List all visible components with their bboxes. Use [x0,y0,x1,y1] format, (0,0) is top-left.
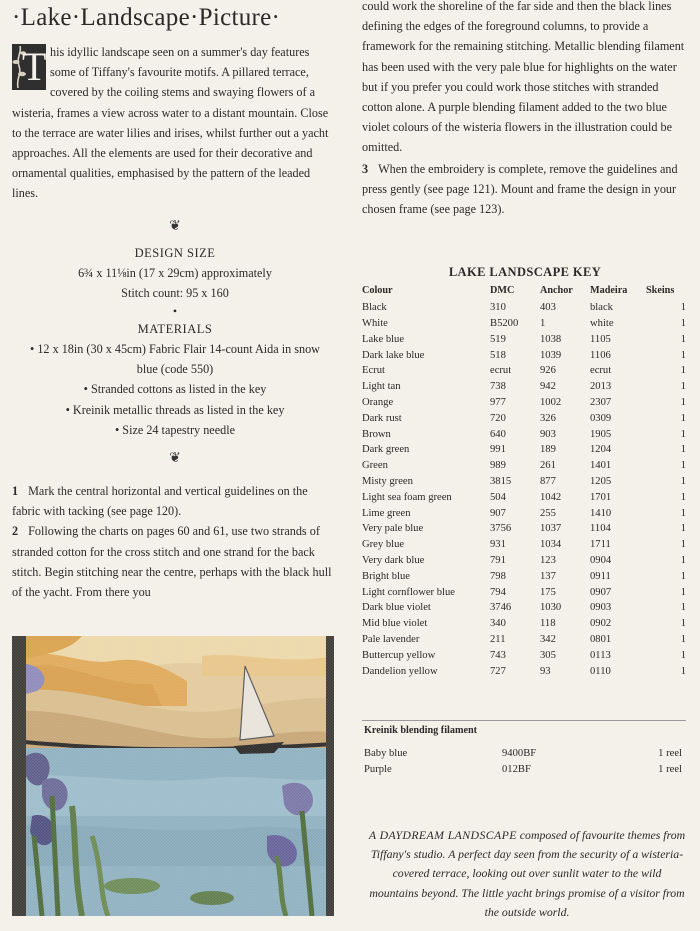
key-colour: Grey blue [362,539,405,551]
key-colour: Green [362,460,388,472]
material-item: • Stranded cottons as listed in the key [83,382,267,397]
key-colour: Light sea foam green [362,491,452,503]
key-madeira: 0903 [590,602,612,614]
caption-text: composed of favourite themes from Tiffany's studio. A perfect day seen from the security of a wisteria-covered terrace, looking out over sunlit water to the wild mountains beyond. The little yacht brings promise of a visitor from the outside world. [369,828,686,919]
key-colour: Misty green [362,476,413,487]
key-anchor: 123 [540,554,556,566]
key-madeira: 0907 [590,586,612,598]
table-row [362,411,686,427]
key-colour: Black [362,302,387,314]
table-row [362,664,686,680]
step-2-continued: could work the shoreline of the far side and then the black lines defining the edges of the foreground columns, to provide a framework for the remaining stitching. Metallic blending filament has been used with the very pale blue for highlights on the water but if you prefer you could work those stitches with stranded cotton alone. A purple blending filament added to the two blue violet colours of the wisteria flowers in the illustration could be omitted. [362,0,685,155]
key-skeins: 1 [680,412,686,424]
key-skeins: 1 [680,365,686,377]
key-madeira: black [590,302,613,314]
table-row [362,490,686,506]
key-madeira: 0911 [590,570,611,582]
embroidery-photo [12,636,334,916]
key-colour: Very dark blue [362,554,425,566]
key-colour: Dark blue violet [362,602,431,614]
step-number: 2 [12,524,19,539]
design-size-heading: DESIGN SIZE [134,245,216,260]
key-anchor: 877 [540,476,556,487]
key-title: LAKE LANDSCAPE KEY [448,265,602,280]
key-madeira: 0902 [590,618,612,630]
key-dmc: 518 [490,349,506,361]
key-anchor: 926 [540,365,556,377]
table-row [362,648,686,664]
key-colour: White [362,318,388,330]
key-dmc: B5200 [490,318,519,330]
intro-text: his idyllic landscape seen on a summer's day features some of Tiffany's favourite motifs. A pillared terrace, covered by the coiling stems and swaying flowers of a wisteria, frames a view across water to a distant mountain. Close to the terrace are water lilies and irises, whilst further out a yacht approaches. All the elements are used for their decorative and ornamental qualities, emphasised by the pattern of the leaded lines. [12,45,329,201]
table-header-row [362,280,686,300]
table-row [362,300,686,316]
key-anchor: 255 [540,507,556,519]
colour-key-table [362,280,686,679]
key-anchor: 1038 [540,333,562,345]
key-dmc: 991 [490,444,506,456]
table-row [362,600,686,616]
key-colour: Very pale blue [362,523,424,535]
key-body [362,300,686,679]
key-dmc: 791 [490,554,506,566]
key-skeins: 1 [680,602,686,614]
key-dmc: 727 [490,665,506,677]
step-number: 3 [362,161,369,176]
table-row [362,442,686,458]
key-madeira: 0309 [590,412,612,424]
key-colour: Mid blue violet [362,618,428,630]
key-anchor: 261 [540,460,556,472]
key-colour: Light tan [362,381,401,393]
key-madeira: 0904 [590,554,612,566]
key-anchor: 118 [540,618,556,630]
key-anchor: 342 [540,633,556,645]
col-madeira: Madeira [590,284,628,296]
key-madeira: 1905 [590,428,612,440]
kreinik-qty: 1 reel [658,764,682,775]
key-madeira: 1104 [590,523,611,535]
step-number: 1 [12,484,19,499]
key-skeins: 1 [680,523,686,535]
key-skeins: 1 [680,665,686,677]
col-dmc: DMC [490,284,515,296]
key-colour: Orange [362,397,394,409]
step-text: Mark the central horizontal and vertical guidelines on the fabric with tacking (see page 120). [12,484,308,519]
key-dmc: 907 [490,507,506,519]
intro-paragraph [12,42,338,204]
key-dmc: 738 [490,381,506,393]
kreinik-colour: Baby blue [364,748,408,759]
key-dmc: 794 [490,586,506,598]
table-row [362,746,686,762]
key-dmc: 3815 [490,476,512,487]
kreinik-heading: Kreinik blending filament [364,725,478,736]
kreinik-qty: 1 reel [658,748,682,759]
table-row [362,395,686,411]
table-row [362,585,686,601]
col-colour: Colour [362,284,393,296]
design-size-value: 6¾ x 11⅛in (17 x 29cm) approximately [78,265,272,280]
key-skeins: 1 [680,381,686,393]
key-madeira: ecrut [590,365,612,377]
key-anchor: 1042 [540,491,562,503]
table-row [362,762,686,778]
key-madeira: 2307 [590,397,612,409]
key-colour: Bright blue [362,570,410,582]
key-anchor: 189 [540,444,556,456]
key-madeira: 1204 [590,444,612,456]
key-skeins: 1 [680,618,686,630]
lake-landscape-image [12,636,334,916]
key-madeira: 1711 [590,539,611,551]
dropcap-letter: T [22,44,47,89]
photo-caption [368,826,686,922]
table-row [362,316,686,332]
key-madeira: 2013 [590,381,612,393]
key-skeins: 1 [680,633,686,645]
key-skeins: 1 [680,428,686,440]
key-dmc: 989 [490,460,506,472]
key-anchor: 1002 [540,397,562,409]
key-colour: Pale lavender [362,633,420,645]
table-row [362,458,686,474]
material-item: • 12 x 18in (30 x 45cm) Fabric Flair 14-count Aida in snow blue (code 550) [30,342,320,377]
key-anchor: 1039 [540,349,562,361]
key-dmc: 3746 [490,602,512,614]
key-madeira: 0113 [590,649,611,661]
key-colour: Dark lake blue [362,349,425,361]
key-colour: Lime green [362,507,411,519]
key-colour: Lake blue [362,333,405,345]
key-madeira: 1701 [590,491,612,503]
kreinik-code: 012BF [502,764,531,775]
key-anchor: 175 [540,586,556,598]
key-skeins: 1 [680,333,686,345]
key-dmc: 720 [490,412,506,424]
table-row [362,506,686,522]
key-dmc: ecrut [490,365,512,377]
table-row [362,569,686,585]
key-dmc: 340 [490,618,506,630]
key-anchor: 1030 [540,602,562,614]
table-row [362,521,686,537]
key-colour: Dandelion yellow [362,665,438,677]
key-anchor: 942 [540,381,556,393]
key-dmc: 211 [490,633,506,645]
stitch-count: Stitch count: 95 x 160 [121,285,229,300]
key-colour: Dark rust [362,412,402,424]
key-dmc: 310 [490,302,506,314]
fleuron-icon: ❦ [169,218,181,234]
step-3 [362,159,688,220]
key-skeins: 1 [680,507,686,519]
key-dmc: 504 [490,491,506,503]
table-row [362,616,686,632]
right-column [362,0,688,679]
key-anchor: 305 [540,649,556,661]
col-anchor: Anchor [540,284,573,296]
left-column [12,0,338,602]
step-text: Following the charts on pages 60 and 61, use two strands of stranded cotton for the cross stitch and one strand for the back stitch. Begin stitching near the centre, perhaps with the black hull of the yacht. From there you [12,524,332,600]
step-2 [12,521,338,602]
materials-heading: MATERIALS [137,322,213,337]
step-text: When the embroidery is complete, remove the guidelines and press gently (see page 121). Mount and frame the design in your chosen frame (see page 123). [362,161,678,217]
key-madeira: white [590,318,614,330]
key-anchor: 93 [540,665,551,677]
table-row [362,332,686,348]
key-skeins: 1 [680,318,686,330]
key-dmc: 519 [490,333,506,345]
dropcap [12,44,46,90]
key-skeins: 1 [680,349,686,361]
kreinik-section [362,720,686,778]
material-item: • Kreinik metallic threads as listed in the key [65,402,285,417]
key-skeins: 1 [680,476,686,487]
kreinik-colour: Purple [364,764,392,775]
caption-lead: A DAYDREAM LANDSCAPE [368,828,517,842]
table-row [362,379,686,395]
key-skeins: 1 [680,554,686,566]
key-anchor: 403 [540,302,556,314]
key-anchor: 1 [540,318,546,330]
material-item: • Size 24 tapestry needle [114,422,235,437]
key-dmc: 931 [490,539,506,551]
key-dmc: 977 [490,397,506,409]
key-anchor: 137 [540,570,556,582]
key-madeira: 0110 [590,665,611,677]
key-madeira: 1105 [590,333,611,345]
key-dmc: 3756 [490,523,512,535]
table-row [362,537,686,553]
key-skeins: 1 [680,491,686,503]
key-anchor: 1034 [540,539,562,551]
key-dmc: 798 [490,570,506,582]
key-madeira: 1401 [590,460,612,472]
table-row [362,632,686,648]
key-skeins: 1 [680,302,686,314]
kreinik-code: 9400BF [502,748,537,759]
key-colour: Buttercup yellow [362,649,436,661]
step-1 [12,481,338,521]
key-dmc: 640 [490,428,506,440]
key-madeira: 0801 [590,633,612,645]
key-skeins: 1 [680,444,686,456]
table-row [362,474,686,490]
table-row [362,427,686,443]
key-skeins: 1 [680,460,686,472]
key-colour: Brown [362,428,391,440]
key-anchor: 1037 [540,523,562,535]
key-skeins: 1 [680,570,686,582]
key-skeins: 1 [680,649,686,661]
key-colour: Dark green [362,444,410,456]
key-colour: Light cornflower blue [362,586,455,598]
fleuron-icon: ❦ [169,451,181,467]
key-madeira: 1106 [590,349,611,361]
table-row [362,363,686,379]
key-madeira: 1205 [590,476,612,487]
col-skeins: Skeins [646,284,675,296]
page-title: ·Lake·Landscape·Picture· [12,4,281,31]
bullet-divider: • [172,304,178,319]
key-anchor: 326 [540,412,556,424]
key-madeira: 1410 [590,507,612,519]
key-skeins: 1 [680,397,686,409]
table-row [362,348,686,364]
key-skeins: 1 [680,539,686,551]
key-anchor: 903 [540,428,556,440]
key-dmc: 743 [490,649,506,661]
table-row [362,553,686,569]
key-colour: Ecrut [362,365,385,377]
key-skeins: 1 [680,586,686,598]
